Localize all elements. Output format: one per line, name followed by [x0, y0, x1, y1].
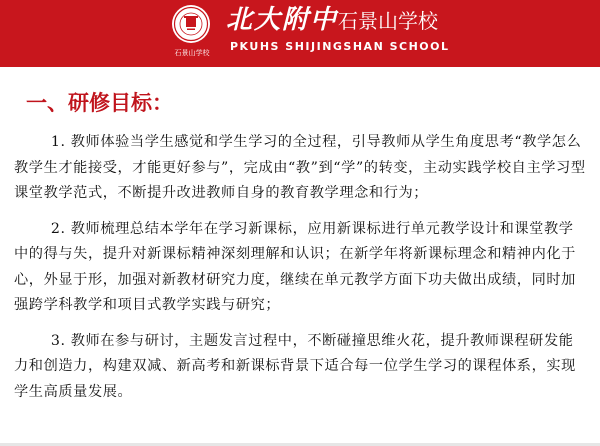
section-title: 一、研修目标： — [26, 90, 173, 115]
school-name-english: PKUHS SHIJINGSHAN SCHOOL — [230, 40, 450, 53]
objective-paragraph-1: 1. 教师体验当学生感觉和学生学习的全过程，引导教师从学生角度思考“教学怎么教学生才能接受，才能更好参与”，完成由“教”到“学”的转变，主动实践学校自主学习型课堂教学范式，不断提升改进教师自身的教育教学理念和行为； — [14, 134, 586, 201]
seal-caption: 石景山学校 — [174, 49, 210, 57]
school-name — [226, 4, 438, 37]
school-seal-logo — [171, 4, 211, 44]
objective-paragraph-2: 2. 教师梳理总结本学年在学习新课标，应用新课标进行单元教学设计和课堂教学中的得与失，提升对新课标精神深刻理解和认识；在新学年将新课标理念和精神内化于心，外显于形，加强对新教材研究力度，继续在单元教学方面下功夫做出成绩，同时加强跨学科教学和项目式教学实践与研究； — [14, 220, 576, 313]
objectives-body — [14, 130, 586, 415]
school-name-district: 石景山学校 — [338, 9, 439, 33]
school-name-calligraphy: 北大附中 — [226, 5, 339, 35]
header-banner — [0, 0, 600, 67]
objective-paragraph-3: 3. 教师在参与研讨，主题发言过程中，不断碰撞思维火花，提升教师课程研发能力和创造力，构建双减、新高考和新课标背景下适合每一位学生学习的课程体系，实现学生高质量发展。 — [14, 332, 576, 400]
